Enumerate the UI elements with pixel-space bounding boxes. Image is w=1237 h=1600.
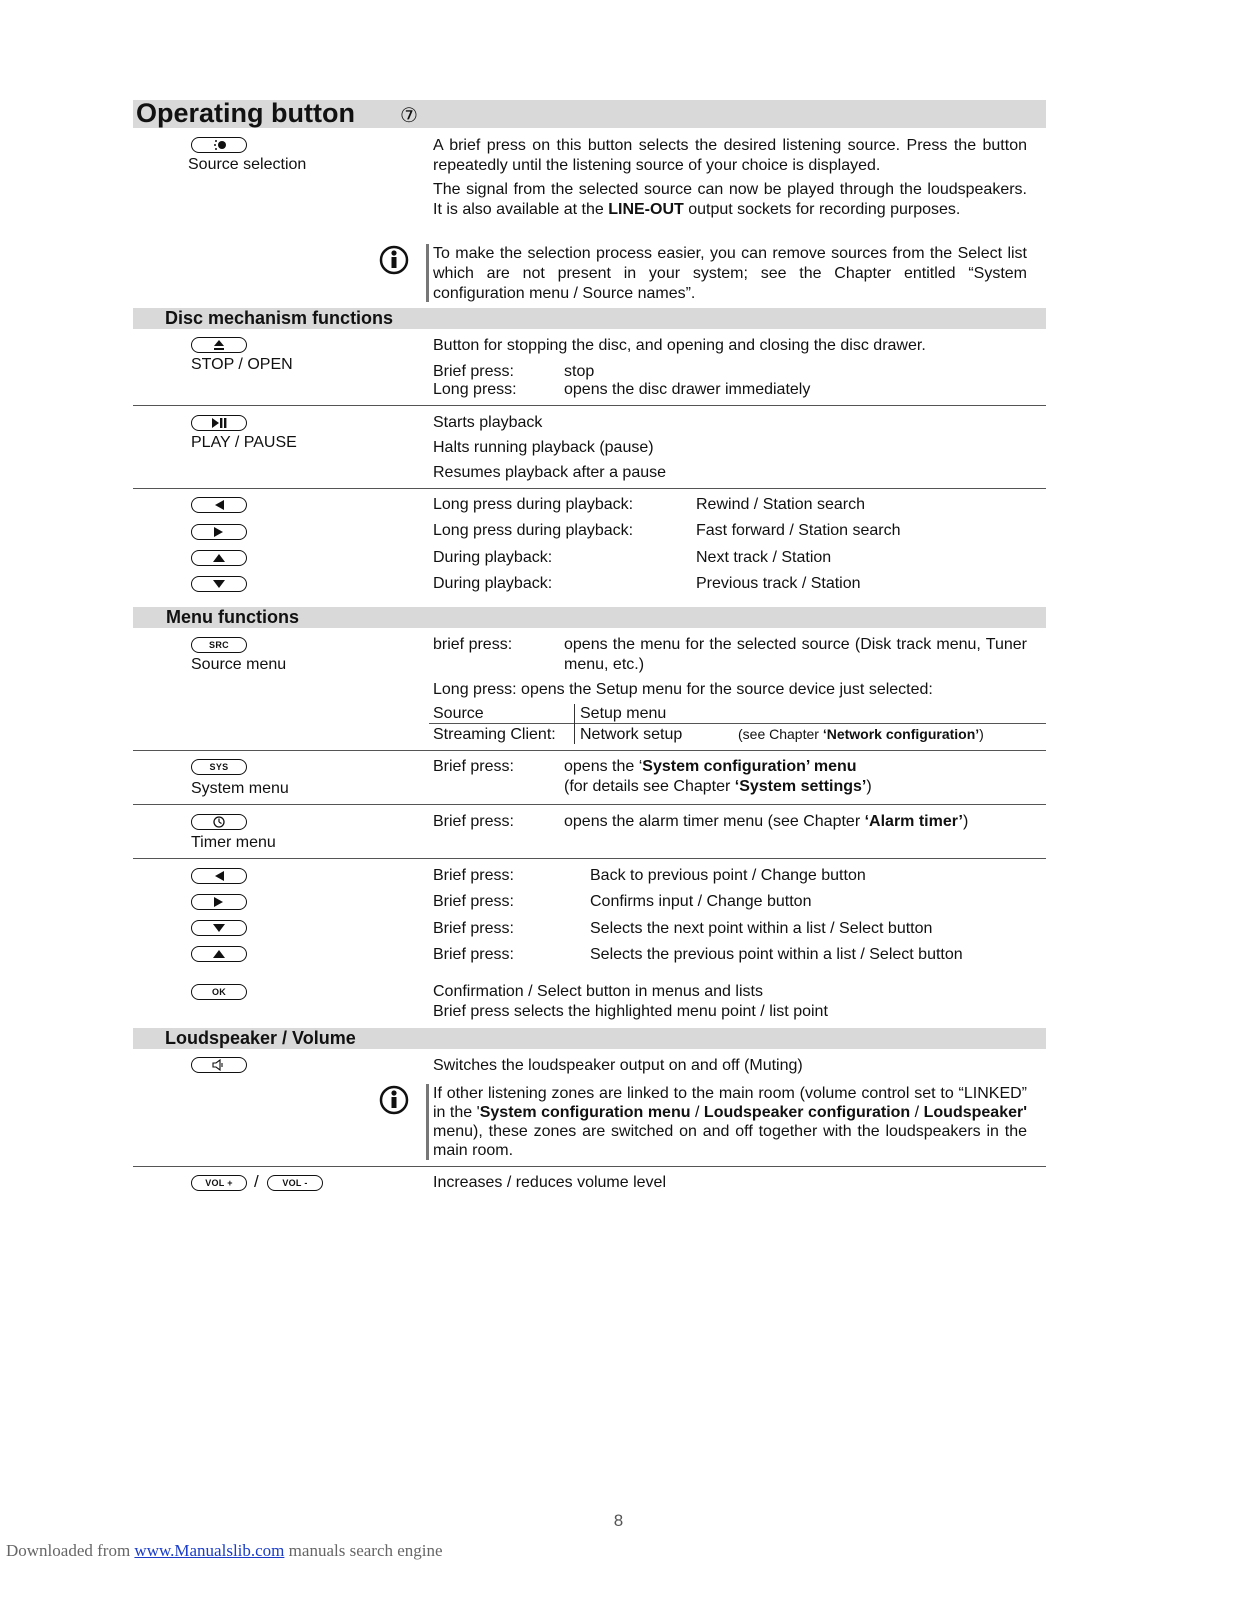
stop-long-val: opens the disc drawer immediately	[564, 381, 811, 398]
right-arrow-icon	[191, 894, 247, 910]
vol-minus-button-icon: VOL -	[267, 1175, 323, 1191]
info-icon	[379, 245, 409, 275]
sys-button-icon: SYS	[191, 759, 247, 775]
menu-nav-key: Brief press:	[433, 867, 514, 884]
nav-val: Fast forward / Station search	[696, 522, 901, 539]
section-header-speaker	[133, 1028, 1046, 1049]
vol-plus-button-icon: VOL +	[191, 1175, 247, 1191]
section-header-menu	[133, 607, 1046, 628]
divider	[133, 858, 1046, 859]
menu-nav-val: Back to previous point / Change button	[590, 867, 866, 884]
divider	[133, 804, 1046, 805]
menu-nav-val: Confirms input / Change button	[590, 893, 812, 910]
nav-key: Long press during playback:	[433, 522, 634, 539]
play-row-3: Resumes playback after a pause	[433, 464, 667, 481]
nav-key: Long press during playback:	[433, 496, 634, 513]
sys-val-2: (for details see Chapter ‘System settings’)	[564, 778, 872, 795]
menu-nav-val: Selects the next point within a list / Select button	[590, 920, 933, 937]
play-pause-icon	[191, 415, 247, 431]
vol-desc: Increases / reduces volume level	[433, 1174, 666, 1191]
menu-nav-key: Brief press:	[433, 946, 514, 963]
clock-icon	[191, 814, 247, 830]
menu-heading: Menu functions	[166, 607, 299, 627]
eject-icon	[191, 337, 247, 353]
ok-button-icon: OK	[191, 984, 247, 1000]
disc-heading: Disc mechanism functions	[165, 308, 394, 328]
src-long: Long press: opens the Setup menu for the source device just selected:	[433, 681, 933, 698]
stop-brief-val: stop	[564, 363, 595, 380]
manualslib-link[interactable]: www.Manualslib.com	[134, 1541, 285, 1560]
vol-separator: /	[254, 1172, 259, 1191]
tbl-head-source: Source	[433, 705, 484, 722]
left-arrow-icon	[191, 497, 247, 513]
page-number: 8	[613, 1511, 624, 1530]
nav-val: Previous track / Station	[696, 575, 861, 592]
src-key: brief press:	[433, 636, 513, 653]
stop-desc: Button for stopping the disc, and opening and closing the disc drawer.	[433, 337, 926, 354]
page-title: Operating button	[136, 98, 355, 128]
download-footer: Downloaded from www.Manualslib.com manuals search engine	[6, 1541, 443, 1560]
left-arrow-icon	[191, 868, 247, 884]
tbl-row-note: (see Chapter ‘Network configuration’)	[738, 726, 984, 742]
up-arrow-icon	[191, 550, 247, 566]
timer-key: Brief press:	[433, 813, 514, 830]
speaker-heading: Loudspeaker / Volume	[165, 1028, 356, 1048]
divider	[133, 750, 1046, 751]
right-arrow-icon	[191, 524, 247, 540]
timer-val: opens the alarm timer menu (see Chapter ‘Alarm timer’)	[564, 813, 969, 830]
ok-line-1: Confirmation / Select button in menus and lists	[433, 983, 763, 1000]
ok-line-2: Brief press selects the highlighted menu point / list point	[433, 1003, 828, 1020]
section-marker: ⑦	[400, 105, 418, 127]
divider	[133, 405, 1046, 406]
tbl-row-setup: Network setup	[580, 726, 683, 743]
play-pause-label: PLAY / PAUSE	[191, 434, 297, 451]
nav-key: During playback:	[433, 575, 553, 592]
system-menu-label: System menu	[191, 780, 289, 797]
nav-key: During playback:	[433, 549, 553, 566]
info-icon	[379, 1085, 409, 1115]
sys-key: Brief press:	[433, 758, 514, 775]
menu-nav-key: Brief press:	[433, 920, 514, 937]
src-button-icon: SRC	[191, 637, 247, 653]
src-val: opens the menu for the selected source (Disk track menu, Tuner menu, etc.)	[564, 636, 1027, 673]
up-arrow-icon	[191, 946, 247, 962]
section-header-disc	[133, 308, 1046, 329]
down-arrow-icon	[191, 920, 247, 936]
down-arrow-icon	[191, 576, 247, 592]
tbl-vrule	[574, 704, 575, 744]
nav-val: Rewind / Station search	[696, 496, 865, 513]
nav-val: Next track / Station	[696, 549, 832, 566]
divider	[133, 488, 1046, 489]
play-row-1: Starts playback	[433, 414, 543, 431]
stop-long-key: Long press:	[433, 381, 517, 398]
note-bar	[426, 1084, 429, 1160]
timer-menu-label: Timer menu	[191, 834, 276, 851]
mute-desc: Switches the loudspeaker output on and off (Muting)	[433, 1057, 803, 1074]
speaker-note: If other listening zones are linked to the main room (volume control set to “LINKED” in the 'System configuration menu / Loudspeaker configuration / Loudspeaker' menu), these zones are switched on and off together with the loudspeakers in the main room.	[433, 1085, 1028, 1159]
stop-brief-key: Brief press:	[433, 363, 514, 380]
source-desc: A brief press on this button selects the desired listening source. Press the button repeatedly until the listening source of your choice is displayed.	[433, 137, 1027, 174]
tbl-head-setup: Setup menu	[580, 705, 667, 722]
sys-val-1: opens the ‘System configuration’ menu	[564, 758, 857, 775]
source-signal-desc: The signal from the selected source can now be played through the loudspeakers. It is also available at the LINE-OUT output sockets for recording purposes.	[433, 181, 1027, 218]
speaker-mute-icon	[191, 1057, 247, 1073]
divider	[133, 1166, 1046, 1167]
source-button-icon	[191, 137, 247, 153]
source-menu-label: Source menu	[191, 656, 287, 673]
source-selection-label: Source selection	[188, 156, 307, 173]
tbl-row-source: Streaming Client:	[433, 726, 556, 743]
play-row-2: Halts running playback (pause)	[433, 439, 654, 456]
note-bar	[426, 244, 429, 302]
menu-nav-val: Selects the previous point within a list / Select button	[590, 946, 963, 963]
stop-open-label: STOP / OPEN	[191, 356, 293, 373]
section-header-operating	[133, 100, 1046, 128]
menu-nav-key: Brief press:	[433, 893, 514, 910]
source-note: To make the selection process easier, you can remove sources from the Select list which are not present in your system; see the Chapter entitled “System configuration menu / Source names”.	[433, 245, 1027, 302]
